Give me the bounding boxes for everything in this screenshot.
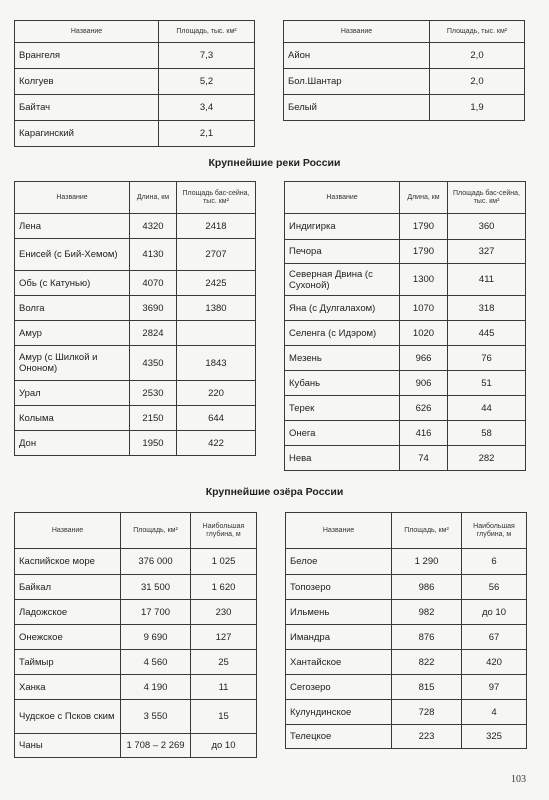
island-name: Байтач [15,95,159,121]
column-header: Площадь, км² [392,513,462,549]
lake-depth: 97 [462,675,527,700]
lake-name: Таймыр [15,650,121,675]
river-name: Колыма [15,406,130,431]
river-basin-area: 360 [448,214,526,240]
islands-table-left [14,20,255,147]
river-basin-area: 327 [448,240,526,264]
table-header-row [15,21,255,43]
river-name: Волга [15,296,130,321]
river-basin-area: 1380 [177,296,256,321]
lake-area: 223 [392,725,462,749]
table-row [15,575,257,600]
table-header-row [15,513,257,549]
lake-depth: 230 [191,600,257,625]
column-header: Название [285,182,400,214]
lake-area: 1 708 – 2 269 [121,734,191,758]
island-name: Белый [284,95,430,121]
river-length: 4350 [130,346,177,381]
table-row [15,406,256,431]
table-row [15,321,256,346]
river-basin-area: 2418 [177,214,256,239]
river-basin-area: 445 [448,321,526,346]
island-area: 5,2 [159,69,255,95]
table-row [15,95,255,121]
table-row [15,625,257,650]
column-header: Площадь, тыс. км² [430,21,525,43]
table-row [15,700,257,734]
table-row [284,95,525,121]
table-row [285,296,526,321]
column-header: Площадь, км² [121,513,191,549]
lake-depth: 11 [191,675,257,700]
lakes-table-left [14,512,257,758]
lake-name: Чудское с Псков ским [15,700,121,734]
lake-name: Ханка [15,675,121,700]
table-row [286,575,527,600]
lake-name: Кулундинское [286,700,392,725]
lake-name: Имандра [286,625,392,650]
table-row [284,43,525,69]
table-row [15,271,256,296]
river-name: Дон [15,431,130,456]
lake-name: Байкал [15,575,121,600]
river-length: 3690 [130,296,177,321]
table-row [15,381,256,406]
river-length: 2150 [130,406,177,431]
river-length: 906 [400,371,448,396]
river-length: 966 [400,346,448,371]
column-header: Название [284,21,430,43]
table-row [15,675,257,700]
lake-name: Онежское [15,625,121,650]
lake-area: 376 000 [121,549,191,575]
island-area: 7,3 [159,43,255,69]
river-name: Мезень [285,346,400,371]
lake-depth: до 10 [462,600,527,625]
lake-area: 31 500 [121,575,191,600]
river-length: 1020 [400,321,448,346]
table-row [286,600,527,625]
river-name: Енисей (с Бий-Хемом) [15,239,130,271]
island-name: Врангеля [15,43,159,69]
column-header: Длина, км [130,182,177,214]
river-basin-area: 2425 [177,271,256,296]
table-row [285,421,526,446]
river-length: 4130 [130,239,177,271]
river-name: Амур [15,321,130,346]
column-header: Наибольшая глубина, м [462,513,527,549]
lake-name: Ладожское [15,600,121,625]
river-length: 1950 [130,431,177,456]
rivers-table-left [14,181,256,456]
river-basin-area: 282 [448,446,526,471]
table-row [15,43,255,69]
lake-depth: 67 [462,625,527,650]
lake-depth: 1 025 [191,549,257,575]
island-name: Айон [284,43,430,69]
island-name: Бол.Шантар [284,69,430,95]
column-header: Площадь, тыс. км² [159,21,255,43]
table-row [15,650,257,675]
lake-name: Чаны [15,734,121,758]
river-length: 74 [400,446,448,471]
lake-depth: 15 [191,700,257,734]
river-length: 2530 [130,381,177,406]
river-name: Яна (с Дулгалахом) [285,296,400,321]
table-row [286,675,527,700]
lake-area: 815 [392,675,462,700]
table-header-row [284,21,525,43]
river-name: Урал [15,381,130,406]
page-number: 103 [511,774,526,785]
river-name: Лена [15,214,130,239]
rivers-section-title: Крупнейшие реки России [208,157,341,169]
river-basin-area: 76 [448,346,526,371]
lake-depth: 4 [462,700,527,725]
lake-name: Сегозеро [286,675,392,700]
river-basin-area: 422 [177,431,256,456]
river-basin-area: 411 [448,264,526,296]
river-basin-area [177,321,256,346]
table-header-row [285,182,526,214]
river-name: Северная Двина (с Сухоной) [285,264,400,296]
river-name: Обь (с Катунью) [15,271,130,296]
table-row [15,431,256,456]
island-name: Колгуев [15,69,159,95]
lake-area: 728 [392,700,462,725]
column-header: Площадь бас-сейна, тыс. км² [177,182,256,214]
island-area: 2,1 [159,121,255,147]
lake-name: Телецкое [286,725,392,749]
column-header: Название [15,182,130,214]
lake-area: 9 690 [121,625,191,650]
river-basin-area: 51 [448,371,526,396]
river-length: 416 [400,421,448,446]
lake-depth: 56 [462,575,527,600]
table-row [15,600,257,625]
lake-area: 982 [392,600,462,625]
river-name: Индигирка [285,214,400,240]
column-header: Длина, км [400,182,448,214]
table-row [15,346,256,381]
table-row [285,321,526,346]
table-header-row [286,513,527,549]
island-name: Карагинский [15,121,159,147]
river-name: Селенга (с Идэром) [285,321,400,346]
lake-area: 17 700 [121,600,191,625]
lake-depth: 25 [191,650,257,675]
table-header-row [15,182,256,214]
table-row [286,700,527,725]
river-name: Амур (с Шилкой и Ононом) [15,346,130,381]
table-row [15,239,256,271]
table-row [286,625,527,650]
column-header: Наибольшая глубина, м [191,513,257,549]
river-basin-area: 2707 [177,239,256,271]
table-row [15,121,255,147]
column-header: Название [286,513,392,549]
lake-area: 822 [392,650,462,675]
river-length: 1790 [400,240,448,264]
lakes-section-title: Крупнейшие озёра России [205,486,344,498]
table-row [285,240,526,264]
lake-area: 4 560 [121,650,191,675]
lake-name: Ильмень [286,600,392,625]
river-basin-area: 1843 [177,346,256,381]
river-name: Нева [285,446,400,471]
islands-table-right [283,20,525,121]
river-length: 2824 [130,321,177,346]
column-header: Площадь бас-сейна, тыс. км² [448,182,526,214]
river-basin-area: 644 [177,406,256,431]
river-name: Онега [285,421,400,446]
table-row [285,371,526,396]
island-area: 2,0 [430,69,525,95]
lake-name: Каспийское море [15,549,121,575]
river-length: 1300 [400,264,448,296]
table-row [284,69,525,95]
table-row [285,396,526,421]
lake-depth: 127 [191,625,257,650]
column-header: Название [15,513,121,549]
lake-area: 1 290 [392,549,462,575]
lakes-table-right [285,512,527,749]
river-basin-area: 318 [448,296,526,321]
column-header: Название [15,21,159,43]
lake-depth: 420 [462,650,527,675]
table-row [286,650,527,675]
table-row [285,214,526,240]
island-area: 1,9 [430,95,525,121]
river-name: Печора [285,240,400,264]
lake-depth: 6 [462,549,527,575]
table-row [285,264,526,296]
lake-depth: до 10 [191,734,257,758]
table-row [15,549,257,575]
river-length: 4070 [130,271,177,296]
lake-name: Белое [286,549,392,575]
lake-area: 3 550 [121,700,191,734]
lake-area: 986 [392,575,462,600]
river-basin-area: 44 [448,396,526,421]
table-row [285,446,526,471]
lake-area: 876 [392,625,462,650]
island-area: 3,4 [159,95,255,121]
river-basin-area: 58 [448,421,526,446]
island-area: 2,0 [430,43,525,69]
table-row [286,725,527,749]
table-row [285,346,526,371]
river-name: Терек [285,396,400,421]
lake-depth: 1 620 [191,575,257,600]
river-basin-area: 220 [177,381,256,406]
lake-name: Топозеро [286,575,392,600]
table-row [15,734,257,758]
river-name: Кубань [285,371,400,396]
lake-area: 4 190 [121,675,191,700]
river-length: 626 [400,396,448,421]
table-row [15,214,256,239]
rivers-table-right [284,181,526,471]
table-row [15,296,256,321]
table-row [286,549,527,575]
river-length: 1790 [400,214,448,240]
table-row [15,69,255,95]
river-length: 1070 [400,296,448,321]
river-length: 4320 [130,214,177,239]
lake-name: Хантайское [286,650,392,675]
lake-depth: 325 [462,725,527,749]
